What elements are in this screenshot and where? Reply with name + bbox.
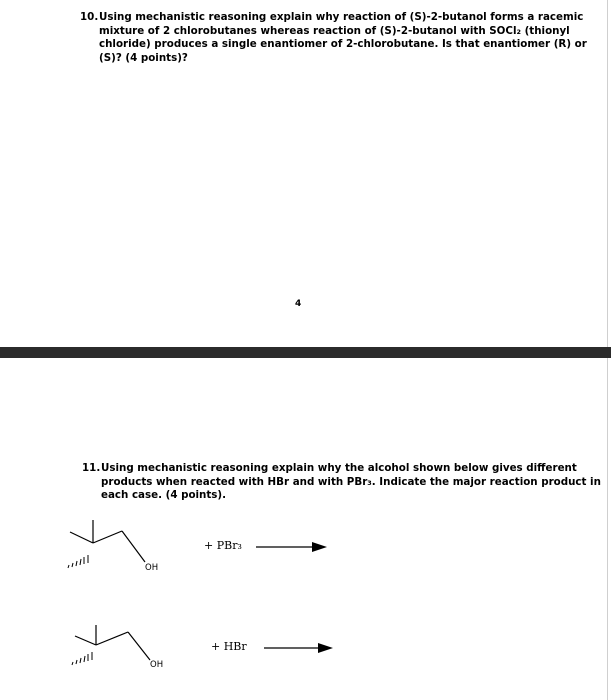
question-11-text-1: Using mechanistic reasoning explain why the alcohol shown below gives different <box>101 462 577 474</box>
question-10-line-3: chloride) produces a single enantiomer of 2-chlorobutane. Is that enantiomer (R) or <box>99 38 587 51</box>
chain-bond-2 <box>128 632 150 660</box>
methyl-bond <box>75 636 96 645</box>
reaction-arrow-1-head <box>312 542 327 552</box>
reaction-arrow-2-head <box>318 643 333 653</box>
reaction-hbr <box>0 620 611 680</box>
question-10-line-2: mixture of 2 chlorobutanes whereas reaction of (S)-2-butanol with SOCl₂ (thionyl <box>99 24 570 37</box>
question-11 <box>82 462 601 503</box>
alcohol-structure-1 <box>0 510 611 580</box>
question-10 <box>80 11 587 65</box>
page-number: 4 <box>295 299 302 309</box>
hashed-wedge-bond <box>72 652 92 665</box>
page-divider <box>0 347 611 358</box>
chain-bond-1 <box>93 531 122 543</box>
reaction-pbr3 <box>0 510 611 580</box>
question-10-number: 10. <box>80 11 99 23</box>
question-10-text-1: Using mechanistic reasoning explain why reaction of (S)-2-butanol forms a racemic <box>99 11 584 23</box>
question-11-number: 11. <box>82 462 101 474</box>
methyl-bond <box>70 532 93 543</box>
chain-bond-2 <box>122 531 145 562</box>
chain-bond-1 <box>96 632 128 645</box>
reagent-label: + HBr <box>211 640 247 653</box>
reagent-label: + PBr₃ <box>204 539 242 552</box>
question-11-line-2: products when reacted with HBr and with PBr₃. Indicate the major reaction product in <box>101 475 601 488</box>
question-11-line-1 <box>82 462 577 476</box>
question-10-line-4: (S)? (4 points)? <box>99 51 188 64</box>
alcohol-structure-2 <box>0 620 611 680</box>
hydroxyl-label: OH <box>145 563 159 573</box>
question-11-line-3: each case. (4 points). <box>101 489 227 502</box>
question-10-line-1 <box>80 11 584 25</box>
hashed-wedge-bond <box>68 555 88 568</box>
hydroxyl-label: OH <box>150 660 164 670</box>
